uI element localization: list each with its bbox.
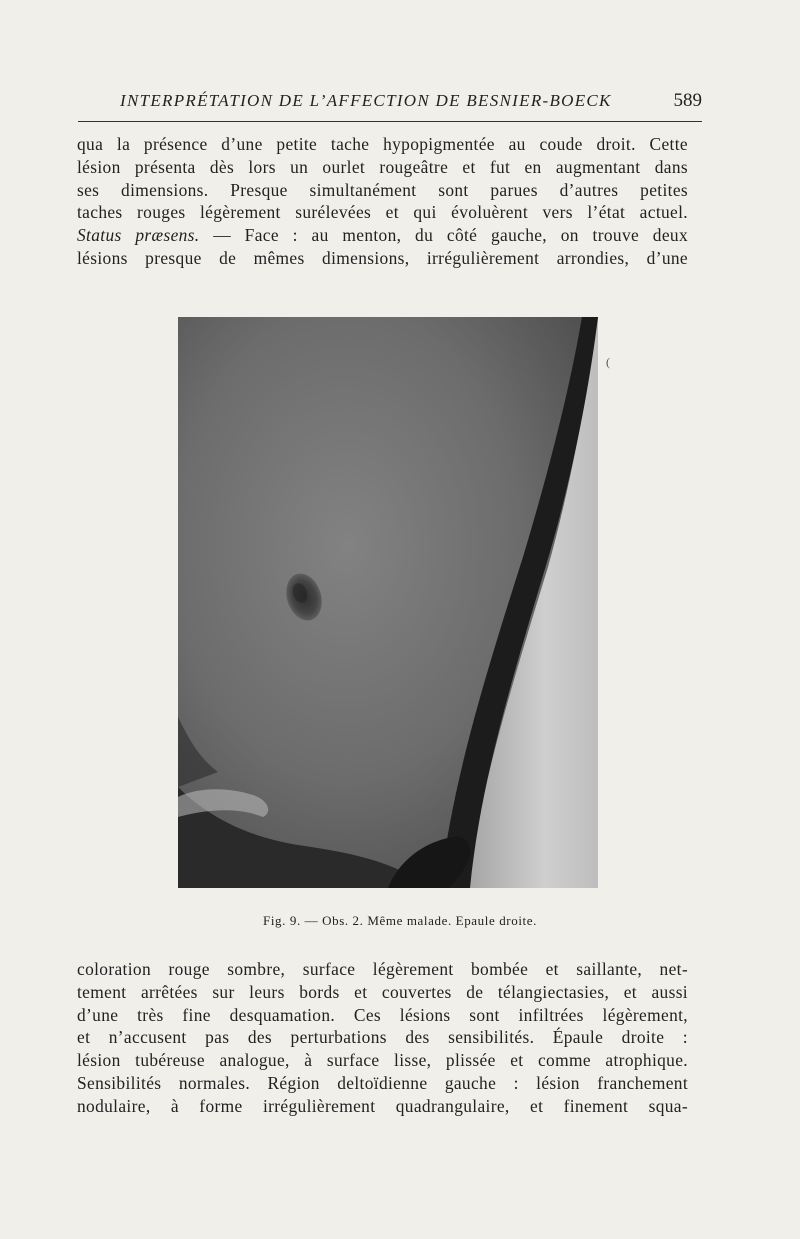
header-rule [78, 121, 702, 122]
figure-photograph [178, 317, 598, 888]
running-title: INTERPRÉTATION DE L’AFFECTION DE BESNIER-BOECK [120, 91, 612, 110]
text-line: tement arrêtées sur leurs bords et couvertes de télangiectasies, et aussi [77, 981, 688, 1002]
status-praesens-heading: Status præsens. [77, 225, 200, 246]
text-line: lésion tubéreuse analogue, à surface lisse, plissée et comme atrophique. [77, 1050, 688, 1071]
status-praesens-text: — Face : au menton, du côté gauche, on trouve deux [199, 225, 688, 246]
text-line: lésion présenta dès lors un ourlet rougeâtre et fut en augmentant dans [77, 156, 688, 177]
page-number: 589 [673, 90, 702, 111]
text-line: ses dimensions. Presque simultanément sont parues d’autres petites [77, 179, 688, 200]
text-line: nodulaire, à forme irrégulièrement quadrangulaire, et finement squa- [77, 1095, 688, 1116]
text-line: qua la présence d’une petite tache hypopigmentée au coude droit. Cette [77, 134, 688, 154]
text-line: lésions presque de mêmes dimensions, irrégulièrement arrondies, d’une [77, 247, 688, 268]
margin-mark: ( [606, 355, 610, 369]
body-text-top [77, 133, 688, 270]
running-head [78, 88, 702, 118]
text-line: coloration rouge sombre, surface légèrement bombée et saillante, net- [77, 959, 688, 979]
figure-caption: Fig. 9. — Obs. 2. Même malade. Epaule droite. [263, 913, 537, 928]
text-line: Sensibilités normales. Région deltoïdienne gauche : lésion franchement [77, 1072, 688, 1093]
text-line: et n’accusent pas des perturbations des sensibilités. Épaule droite : [77, 1027, 688, 1048]
body-text-bottom [77, 958, 688, 1118]
text-line: d’une très fine desquamation. Ces lésions sont infiltrées légèrement, [77, 1004, 688, 1025]
status-praesens-line [77, 224, 688, 247]
clinical-photo-shoulder [178, 317, 598, 888]
text-line: taches rouges légèrement surélevées et qui évoluèrent vers l’état actuel. [77, 202, 688, 223]
